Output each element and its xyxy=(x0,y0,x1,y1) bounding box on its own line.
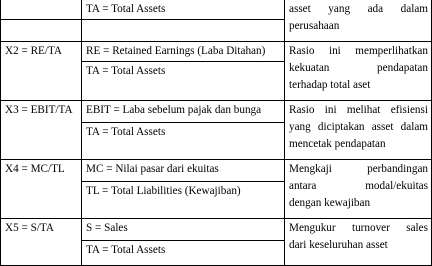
description-cell xyxy=(285,101,432,160)
component-cell: EBIT = Laba sebelum pajak dan bunga xyxy=(82,101,285,123)
component-cell: TA = Total Assets xyxy=(82,62,285,101)
variable-cell xyxy=(1,0,82,19)
component-cell: MC = Nilai pasar dari ekuitas xyxy=(82,160,285,182)
variable-cell: X3 = EBIT/TA xyxy=(1,101,82,160)
description-cell xyxy=(285,219,432,266)
component-cell: TL = Total Liabilities (Kewajiban) xyxy=(82,182,285,219)
description-cell xyxy=(285,0,432,42)
description-line: dari keseluruhan asset xyxy=(289,239,388,252)
component-cell: S = Sales xyxy=(82,219,285,241)
description-line: mencetak pendapatan xyxy=(289,138,386,151)
description-line: Mengkaji perbandingan xyxy=(289,163,428,176)
variable-cell: X5 = S/TA xyxy=(1,219,82,266)
description-line: dengan kewajiban xyxy=(289,197,371,210)
variable-cell-spacer xyxy=(1,19,82,42)
description-line: antara modal/ekuitas xyxy=(289,180,428,193)
component-cell: RE = Retained Earnings (Laba Ditahan) xyxy=(82,42,285,62)
variable-cell: X2 = RE/TA xyxy=(1,42,82,101)
table-row xyxy=(1,219,432,241)
table-row xyxy=(1,101,432,123)
description-line: Rasio ini melihat efisiensi xyxy=(289,104,428,117)
variable-cell: X4 = MC/TL xyxy=(1,160,82,219)
component-cell: TA = Total Assets xyxy=(82,123,285,160)
description-line: kekuatan pendapatan xyxy=(289,62,428,75)
component-cell: TA = Total Assets xyxy=(82,0,285,19)
component-cell: TA = Total Assets xyxy=(82,241,285,266)
description-line: perusahaan xyxy=(289,20,340,32)
description-line: asset yang ada dalam xyxy=(289,3,428,15)
component-cell-spacer xyxy=(82,19,285,42)
table-row xyxy=(1,160,432,182)
description-line: Rasio ini memperlihatkan xyxy=(289,45,428,58)
description-line: yang diciptakan asset dalam xyxy=(289,121,428,134)
table-row xyxy=(1,42,432,62)
description-cell xyxy=(285,160,432,219)
description-cell xyxy=(285,42,432,101)
description-line: Mengukur turnover sales xyxy=(289,222,428,235)
table-row xyxy=(1,0,432,19)
description-line: terhadap total aset xyxy=(289,79,371,92)
